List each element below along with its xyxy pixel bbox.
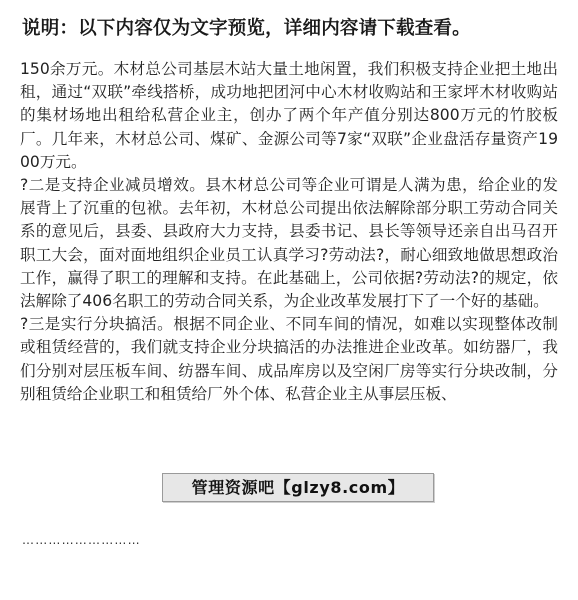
paragraph-2: ?二是支持企业减员增效。县木材总公司等企业可谓是人满为患，给企业的发展背上了沉重的包袱。去年初，木材总公司提出依法解除部分职工劳动合同关系的意见后，县委、县政府大力支持，县委书记、县长等领导还亲自出马召开职工大会，面对面地组织企业员工认真学习?劳动法?，耐心细致地做思想政治工作，赢得了职工的理解和支持。在此基础上，公司依据?劳动法?的规定，依法解除了406名职工的劳动合同关系，为企业改革发展打下了一个好的基础。 — [20, 176, 558, 311]
truncation-ellipsis: ……………………… — [22, 533, 141, 547]
paragraph-1: 150余万元。木材总公司基层木站大量土地闲置，我们积极支持企业把土地出租，通过“双联”牵线搭桥，成功地把团河中心木材收购站和王家坪木材收购站的集材场地出租给私营企业主，创办了两个年产值分别达800万元的竹胶板厂。几年来，木材总公司、煤矿、金源公司等7家“双联”企业盘活存量资产1900万元。 — [20, 60, 558, 171]
document-body — [20, 58, 558, 406]
paragraph-3: ?三是实行分块搞活。根据不同企业、不同车间的情况，如难以实现整体改制或租赁经营的，我们就支持企业分块搞活的办法推进企业改革。如纺器厂，我们分别对层压板车间、纺器车间、成品库房以及空闲厂房等实行分块改制，分别租赁给企业职工和租赁给厂外个体、私营企业主从事层压板、 — [20, 315, 558, 403]
watermark-banner: 管理资源吧【glzy8.com】 — [162, 473, 434, 502]
preview-notice: 说明：以下内容仅为文字预览，详细内容请下载查看。 — [22, 18, 471, 39]
